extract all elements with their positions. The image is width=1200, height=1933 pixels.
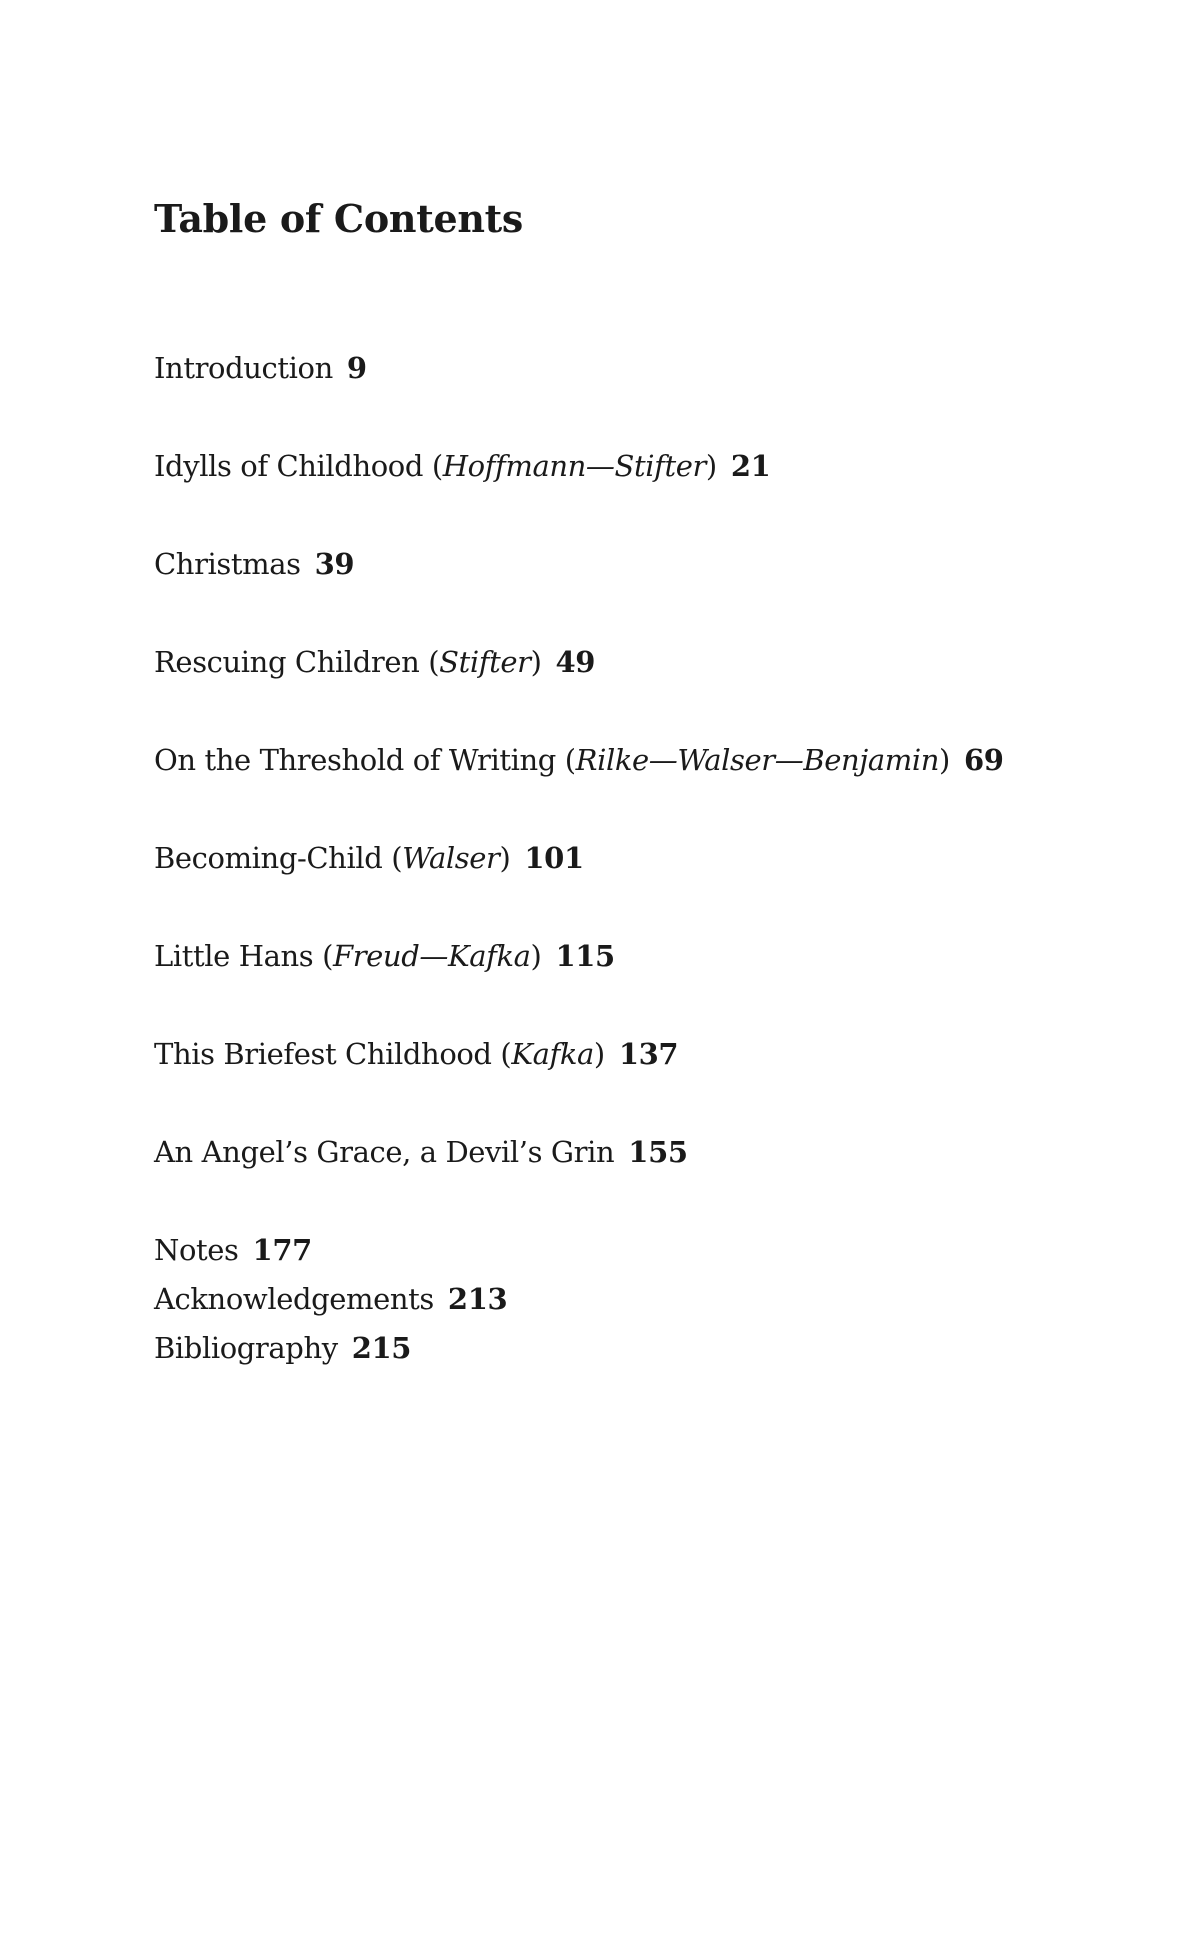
entry-page-number: 9	[346, 351, 367, 385]
entry-page-number: 115	[555, 939, 615, 973]
entry-author: Kafka	[511, 1037, 594, 1071]
entry-page-number: 213	[447, 1282, 508, 1316]
toc-entry-little-hans	[154, 936, 615, 976]
entry-title: This Briefest Childhood	[154, 1037, 501, 1071]
toc-entry-christmas	[154, 544, 354, 584]
entry-page-number: 39	[314, 547, 355, 581]
page-title: Table of Contents	[154, 196, 524, 241]
entry-title: On the Threshold of Writing	[154, 743, 565, 777]
entry-page-number: 215	[351, 1331, 412, 1365]
entry-page-number: 155	[628, 1135, 688, 1169]
entry-page-number: 101	[524, 841, 584, 875]
entry-paren-close: )	[705, 449, 717, 483]
toc-entry-angels-grace	[154, 1132, 688, 1172]
entry-author: Stifter	[439, 645, 531, 679]
entry-title: Rescuing Children	[154, 645, 429, 679]
entry-page-number: 69	[963, 743, 1004, 777]
entry-paren-open: (	[428, 645, 440, 679]
entry-paren-close: )	[939, 743, 950, 777]
entry-title: Becoming-Child	[154, 841, 392, 875]
entry-page-number: 21	[730, 449, 771, 483]
entry-author: Walser	[402, 841, 500, 875]
entry-title: An Angel’s Grace, a Devil’s Grin	[154, 1135, 615, 1169]
toc-entry-becoming-child	[154, 838, 584, 878]
toc-entry-threshold-of-writing	[154, 740, 1004, 780]
entry-page-number: 49	[555, 645, 596, 679]
entry-title: Christmas	[154, 547, 301, 581]
entry-author: Hoffmann—Stifter	[442, 449, 706, 483]
entry-paren-open: (	[391, 841, 403, 875]
toc-entry-introduction	[154, 348, 367, 388]
toc-entry-rescuing-children	[154, 642, 595, 682]
toc-list	[154, 0, 1154, 1933]
entry-paren-open: (	[431, 449, 443, 483]
entry-paren-close: )	[530, 645, 542, 679]
entry-page-number: 137	[618, 1037, 679, 1071]
entry-page-number: 177	[252, 1233, 312, 1267]
entry-paren-open: (	[500, 1037, 512, 1071]
toc-entry-notes	[154, 1230, 312, 1270]
entry-paren-close: )	[530, 939, 542, 973]
entry-title: Acknowledgements	[154, 1282, 434, 1316]
entry-title: Idylls of Childhood	[154, 449, 432, 483]
entry-title: Introduction	[154, 351, 333, 385]
entry-paren-close: )	[499, 841, 511, 875]
toc-entry-acknowledgements	[154, 1279, 507, 1319]
toc-entry-idylls-of-childhood	[154, 446, 770, 486]
entry-paren-close: )	[593, 1037, 605, 1071]
entry-title: Bibliography	[154, 1331, 338, 1365]
entry-title: Little Hans	[154, 939, 323, 973]
entry-title: Notes	[154, 1233, 239, 1267]
entry-author: Rilke—Walser—Benjamin	[575, 743, 940, 777]
entry-paren-open: (	[564, 743, 576, 777]
toc-entry-bibliography	[154, 1328, 411, 1368]
entry-paren-open: (	[322, 939, 333, 973]
entry-author: Freud—Kafka	[332, 939, 531, 973]
toc-entry-briefest-childhood	[154, 1034, 678, 1074]
